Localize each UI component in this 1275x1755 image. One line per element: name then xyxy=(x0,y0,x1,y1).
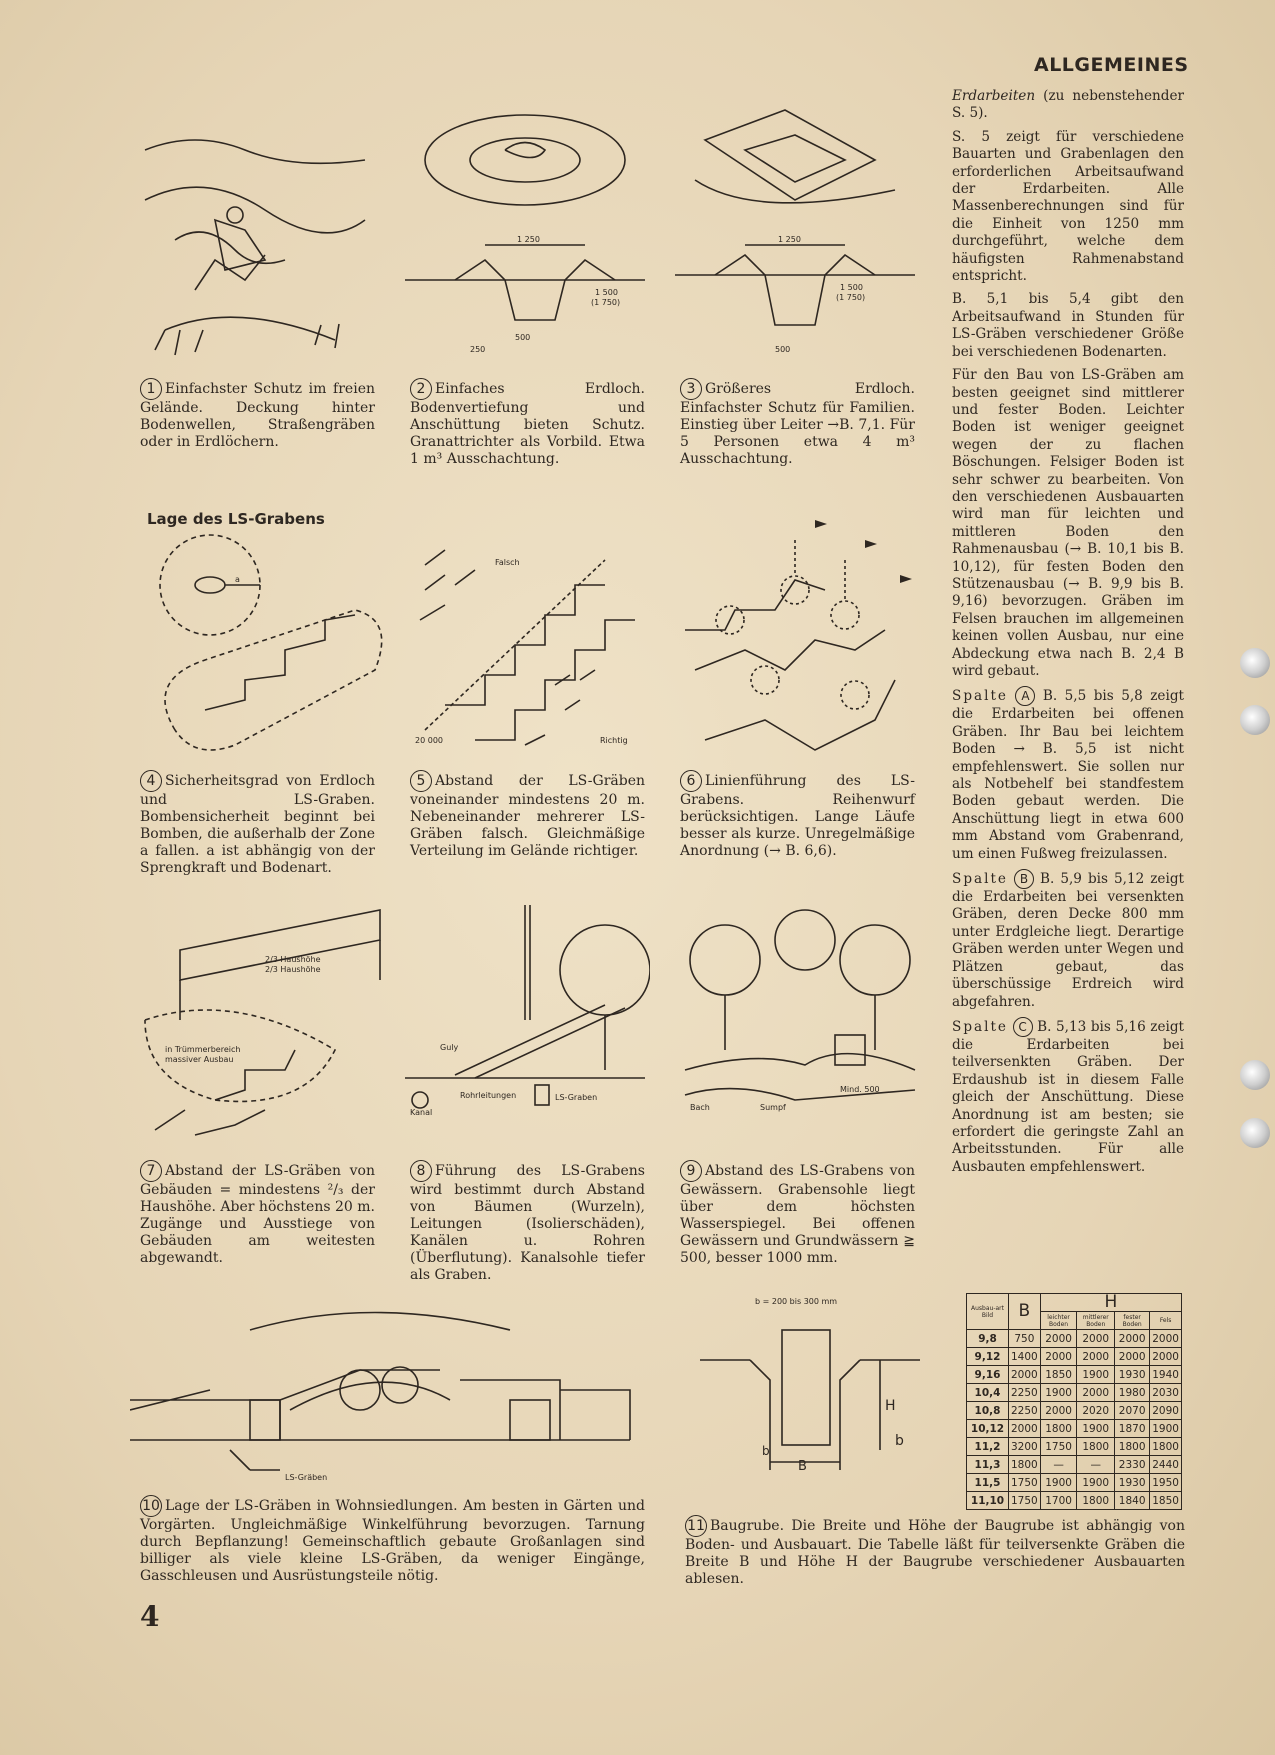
fig4-label-a: a xyxy=(235,575,240,584)
table-header-B: B xyxy=(1009,1294,1041,1330)
figure-1-caption: 1 Einfachster Schutz im freien Gelände. Deckung hinter Bodenwellen, Straßengräben oder in Erdlöchern. xyxy=(140,378,375,451)
table-cell-ausbau: 11,10 xyxy=(967,1492,1009,1510)
table-cell: 1940 xyxy=(1150,1366,1182,1384)
table-row xyxy=(967,1456,1182,1474)
fig7-label-haushoehe-a: 2/3 Haushöhe xyxy=(265,955,321,964)
table-cell: 1900 xyxy=(1040,1384,1077,1402)
fig9-label-sumpf: Sumpf xyxy=(760,1103,786,1112)
table-row xyxy=(967,1402,1182,1420)
table-cell: 2000 xyxy=(1040,1348,1077,1366)
table-cell: 1980 xyxy=(1115,1384,1150,1402)
table-cell: 2440 xyxy=(1150,1456,1182,1474)
sidebar-text xyxy=(952,88,1184,1182)
figure-2-number: 2 xyxy=(410,378,432,400)
table-cell: 2090 xyxy=(1150,1402,1182,1420)
fig11-label-b-left: b xyxy=(762,1444,770,1458)
page-number: 4 xyxy=(140,1600,160,1633)
table-cell: 2000 xyxy=(1077,1348,1115,1366)
figure-1-drawing xyxy=(135,90,380,365)
table-cell: 1800 xyxy=(1040,1420,1077,1438)
table-cell: 2330 xyxy=(1115,1456,1150,1474)
table-cell-ausbau: 10,4 xyxy=(967,1384,1009,1402)
table-cell: 1870 xyxy=(1115,1420,1150,1438)
sidebar-spalte-a: Spalte A B. 5,5 bis 5,8 zeigt die Erdarbeiten bei offenen Gräben. Ihr Bau bei leichtem Boden → B. 5,5 ist nicht empfehlenswert. Sie sollen nur als Notbehelf bei standfestem Boden gebaut werden. Die Anschüttung liegt in etwa 600 mm Abstand vom Grabenrand, um einen Fußweg freizulassen. xyxy=(952,688,1184,862)
figure-9-caption: 9 Abstand des LS-Grabens von Gewässern. Grabensohle liegt über dem höchsten Wasserspiegel. Bei offenen Gewässern und Grundwässern ≧ 500, besser 1000 mm. xyxy=(680,1160,915,1267)
sidebar-spalte-b: Spalte B B. 5,9 bis 5,12 zeigt die Erdarbeiten bei versenkten Gräben, deren Decke 800 mm unter Erdgleiche liegt. Derartige Gräben werden unter Wegen und Plätzen gebaut, das überschüssige Erdreich wird abgefahren. xyxy=(952,871,1184,1010)
table-cell: 2000 xyxy=(1115,1348,1150,1366)
figure-7-number: 7 xyxy=(140,1160,162,1182)
fig2-dim-depth: 1 500 xyxy=(595,288,618,297)
table-header-col: leichter Boden xyxy=(1040,1312,1077,1330)
table-cell: 1930 xyxy=(1115,1366,1150,1384)
fig5-dist: 20 000 xyxy=(415,736,443,745)
figure-3-caption: 3 Größeres Erdloch. Einfachster Schutz für Familien. Einstieg über Leiter →B. 7,1. Für 5 Personen etwa 4 m³ Ausschachtung. xyxy=(680,378,915,468)
figure-6-number: 6 xyxy=(680,770,702,792)
table-cell: 1750 xyxy=(1009,1474,1041,1492)
fig2-dim-500: 500 xyxy=(515,333,531,342)
fig10-label-lsgraeben: LS-Gräben xyxy=(285,1473,328,1482)
table-cell: 1900 xyxy=(1150,1420,1182,1438)
figure-1-number: 1 xyxy=(140,378,162,400)
figure-8-number: 8 xyxy=(410,1160,432,1182)
fig7-label-truemmer: in Trümmerbereich xyxy=(165,1045,241,1054)
sidebar-para-2: S. 5 zeigt für verschiedene Bauarten und Grabenlagen den erforderlichen Arbeitsaufwand der Erdarbeiten. Alle Massenberechnungen sind für die Einheit von 1250 mm durchgeführt, welche dem häufigsten Rahmenabstand entspricht. xyxy=(952,128,1184,285)
table-cell: 1900 xyxy=(1077,1420,1115,1438)
spalte-b-marker: B xyxy=(1014,869,1034,889)
punch-hole xyxy=(1240,648,1270,678)
table-row xyxy=(967,1420,1182,1438)
figure-7-drawing xyxy=(135,900,385,1140)
table-header-ausbau: Ausbau-art Bild xyxy=(967,1294,1009,1330)
punch-hole xyxy=(1240,1060,1270,1090)
table-cell: 2070 xyxy=(1115,1402,1150,1420)
table-cell: 1800 xyxy=(1009,1456,1041,1474)
table-cell: 2020 xyxy=(1077,1402,1115,1420)
spalte-a-marker: A xyxy=(1015,686,1035,706)
fig11-label-H: H xyxy=(885,1398,896,1414)
table-cell-ausbau: 11,2 xyxy=(967,1438,1009,1456)
fig2-dim-depth-alt: (1 750) xyxy=(591,298,621,307)
fig3-dim-depth: 1 500 xyxy=(840,283,863,292)
table-cell: 2000 xyxy=(1115,1330,1150,1348)
section-header: ALLGEMEINES xyxy=(1034,54,1189,76)
fig3-dim-500: 500 xyxy=(775,345,791,354)
figure-10-number: 10 xyxy=(140,1495,162,1517)
figure-6-caption: 6 Linienführung des LS-Grabens. Reihenwurf berücksichtigen. Lange Läufe besser als kurze. Unregelmäßige Anordnung (→ B. 6,6). xyxy=(680,770,915,860)
table-row xyxy=(967,1366,1182,1384)
figure-11-caption: 11 Baugrube. Die Breite und Höhe der Baugrube ist abhängig von Boden- und Ausbauart. Die Tabelle läßt für teilversenkte Gräben die Breite B und Höhe H der Baugrube verschiedener Ausbauarten ablesen. xyxy=(685,1515,1185,1588)
baugrube-table xyxy=(966,1293,1182,1510)
table-cell: 2000 xyxy=(1150,1348,1182,1366)
table-cell: 2030 xyxy=(1150,1384,1182,1402)
fig8-label-kanal: Kanal xyxy=(410,1108,433,1117)
table-cell: 2000 xyxy=(1040,1330,1077,1348)
fig9-label-bach: Bach xyxy=(690,1103,710,1112)
figure-4-number: 4 xyxy=(140,770,162,792)
figure-4-drawing xyxy=(135,530,385,765)
figure-5-drawing xyxy=(405,545,650,760)
figure-3-number: 3 xyxy=(680,378,702,400)
table-cell: 1750 xyxy=(1009,1492,1041,1510)
figure-2-drawing xyxy=(405,90,650,365)
table-cell-ausbau: 11,3 xyxy=(967,1456,1009,1474)
fig9-label-mind: Mind. 500 xyxy=(840,1085,880,1094)
figure-7-caption: 7 Abstand der LS-Gräben von Gebäuden = mindestens ²/₃ der Haushöhe. Aber höchstens 20 m. Zugänge und Ausstiege von Gebäuden am weitesten abgewandt. xyxy=(140,1160,375,1267)
table-cell: 1750 xyxy=(1040,1438,1077,1456)
fig7-label-haushoehe-b: 2/3 Haushöhe xyxy=(265,965,321,974)
table-cell-ausbau: 10,12 xyxy=(967,1420,1009,1438)
table-cell: 2000 xyxy=(1077,1330,1115,1348)
table-cell: 2000 xyxy=(1077,1384,1115,1402)
fig7-label-massiv: massiver Ausbau xyxy=(165,1055,234,1064)
table-cell: 2000 xyxy=(1150,1330,1182,1348)
fig2-dim-250: 250 xyxy=(470,345,486,354)
figure-3-drawing xyxy=(675,90,920,365)
fig11-b-formula: b = 200 bis 300 mm xyxy=(755,1297,838,1306)
table-cell: 1800 xyxy=(1077,1492,1115,1510)
table-cell: — xyxy=(1040,1456,1077,1474)
table-cell: 2000 xyxy=(1009,1366,1041,1384)
punch-hole xyxy=(1240,705,1270,735)
fig2-dim-width: 1 250 xyxy=(517,235,540,244)
table-cell-ausbau: 9,16 xyxy=(967,1366,1009,1384)
figure-5-caption: 5 Abstand der LS-Gräben voneinander mindestens 20 m. Nebeneinander mehrerer LS-Gräben falsch. Gleichmäßige Verteilung im Gelände richtiger. xyxy=(410,770,645,860)
figure-6-drawing xyxy=(675,510,920,760)
table-cell: 2000 xyxy=(1009,1420,1041,1438)
table-header-col: Fels xyxy=(1150,1312,1182,1330)
figure-8-drawing xyxy=(405,900,650,1120)
table-cell: 3200 xyxy=(1009,1438,1041,1456)
lage-title: Lage des LS-Grabens xyxy=(147,510,325,528)
table-cell: 750 xyxy=(1009,1330,1041,1348)
figure-4-caption: 4 Sicherheitsgrad von Erdloch und LS-Graben. Bombensicherheit beginnt bei Bomben, die außerhalb der Zone a fallen. a ist abhängig von der Sprengkraft und Bodenart. xyxy=(140,770,375,877)
table-cell: 1900 xyxy=(1040,1474,1077,1492)
figure-11-number: 11 xyxy=(685,1515,707,1537)
table-row xyxy=(967,1492,1182,1510)
fig8-label-rohrleitungen: Rohrleitungen xyxy=(460,1091,517,1100)
punch-hole xyxy=(1240,1118,1270,1148)
sidebar-para-1: Erdarbeiten (zu nebenstehender S. 5). xyxy=(952,88,1184,122)
figure-10-drawing xyxy=(130,1290,650,1490)
table-cell: 1400 xyxy=(1009,1348,1041,1366)
table-cell: 1900 xyxy=(1077,1474,1115,1492)
table-cell-ausbau: 11,5 xyxy=(967,1474,1009,1492)
figure-5-number: 5 xyxy=(410,770,432,792)
fig8-label-lsgraben: LS-Graben xyxy=(555,1093,598,1102)
table-cell-ausbau: 9,12 xyxy=(967,1348,1009,1366)
figure-2-caption: 2 Einfaches Erdloch. Bodenvertiefung und Anschüttung bieten Schutz. Granattrichter als Vorbild. Etwa 1 m³ Ausschachtung. xyxy=(410,378,645,468)
table-cell: 1930 xyxy=(1115,1474,1150,1492)
fig3-dim-width: 1 250 xyxy=(778,235,801,244)
sidebar-para-3: B. 5,1 bis 5,4 gibt den Arbeitsaufwand in Stunden für LS-Gräben verschiedener Größe bei verschiedenen Bodenarten. xyxy=(952,291,1184,360)
table-header-col: fester Boden xyxy=(1115,1312,1150,1330)
table-cell: 1700 xyxy=(1040,1492,1077,1510)
table-row xyxy=(967,1438,1182,1456)
fig8-label-guly: Guly xyxy=(440,1043,459,1052)
table-row xyxy=(967,1348,1182,1366)
table-cell: 1800 xyxy=(1077,1438,1115,1456)
table-header-col: mittlerer Boden xyxy=(1077,1312,1115,1330)
table-cell: 1840 xyxy=(1115,1492,1150,1510)
figure-9-number: 9 xyxy=(680,1160,702,1182)
sidebar-para-4: Für den Bau von LS-Gräben am besten geeignet sind mittlerer und fester Boden. Leichter Boden ist weniger geeignet wegen der zu flachen Böschungen. Felsiger Boden ist sehr schwer zu bearbeiten. Von den verschiedenen Ausbauarten wird man für leichten und mittleren Boden den Rahmenausbau (→ B. 10,1 bis B. 10,12), für festen Boden den Stützenausbau (→ B. 9,9 bis B. 9,16) bevorzugen. Gräben im Felsen brauchen im allgemeinen keinen vollen Ausbau, nur eine Abdeckung etwa nach B. 2,4 B wird gebaut. xyxy=(952,367,1184,679)
sidebar-spalte-c: Spalte C B. 5,13 bis 5,16 zeigt die Erdarbeiten bei teilversenkten Gräben. Der Erdaushub ist in diesem Falle gleich der Anschüttung. Diese Anordnung ist am besten; sie erfordert die geringste Zahl an Arbeitsstunden. Für alle Ausbauten empfehlenswert. xyxy=(952,1018,1185,1175)
figure-11-drawing xyxy=(690,1290,930,1470)
table-cell: 2000 xyxy=(1040,1402,1077,1420)
table-row xyxy=(967,1330,1182,1348)
table-header-H: H xyxy=(1040,1294,1181,1312)
figure-8-caption: 8 Führung des LS-Grabens wird bestimmt durch Abstand von Bäumen (Wurzeln), Leitungen (Isolierschäden), Kanälen u. Rohren (Überflutung). Kanalsohle tiefer als Graben. xyxy=(410,1160,645,1284)
table-cell: 1950 xyxy=(1150,1474,1182,1492)
table-cell: 1850 xyxy=(1040,1366,1077,1384)
table-cell-ausbau: 10,8 xyxy=(967,1402,1009,1420)
table-cell: 1800 xyxy=(1115,1438,1150,1456)
fig11-label-B: B xyxy=(798,1459,807,1470)
fig11-label-b-right: b xyxy=(895,1433,904,1449)
table-cell: — xyxy=(1077,1456,1115,1474)
fig5-label-richtig: Richtig xyxy=(600,736,628,745)
table-cell: 1800 xyxy=(1150,1438,1182,1456)
fig3-dim-depth-alt: (1 750) xyxy=(836,293,866,302)
table-cell: 1900 xyxy=(1077,1366,1115,1384)
table-cell: 1850 xyxy=(1150,1492,1182,1510)
figure-9-drawing xyxy=(675,900,920,1115)
spalte-c-marker: C xyxy=(1013,1017,1033,1037)
table-cell: 2250 xyxy=(1009,1402,1041,1420)
table-row xyxy=(967,1474,1182,1492)
table-cell: 2250 xyxy=(1009,1384,1041,1402)
fig5-label-falsch: Falsch xyxy=(495,558,520,567)
table-cell-ausbau: 9,8 xyxy=(967,1330,1009,1348)
table-row xyxy=(967,1384,1182,1402)
figure-10-caption: 10 Lage der LS-Gräben in Wohnsiedlungen. Am besten in Gärten und Vorgärten. Ungleichmäßige Winkelführung bevorzugen. Tarnung durch Bepflanzung! Gemeinschaftlich gebaute Großanlagen sind billiger als viele kleine LS-Gräben, da weniger Eingänge, Gasschleusen und Ausrüstungsteile nötig. xyxy=(140,1495,645,1585)
